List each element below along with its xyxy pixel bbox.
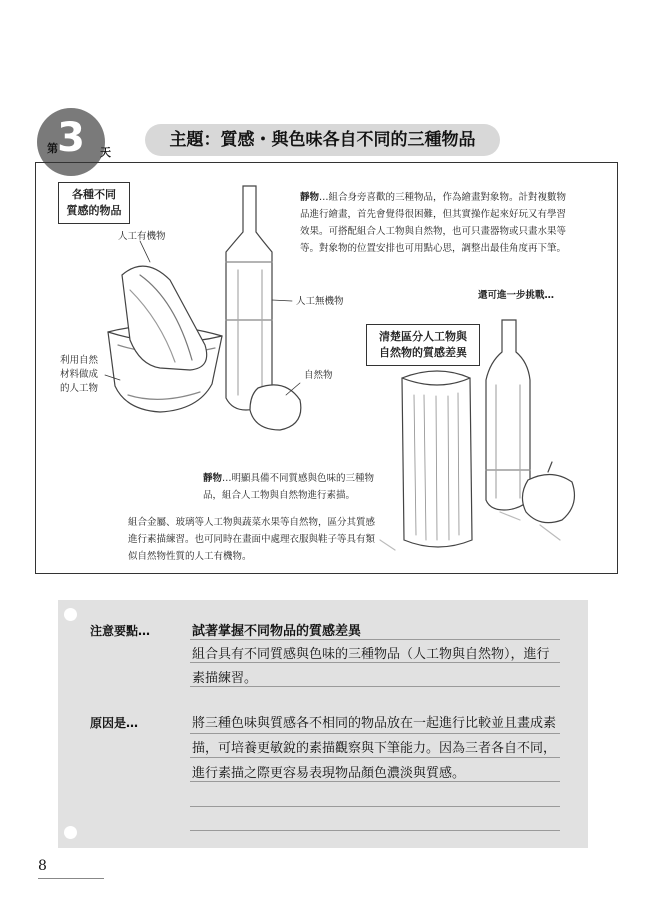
page-title: 主題：質感・與色味各自不同的三種物品 <box>169 130 476 150</box>
binder-hole <box>64 608 77 621</box>
rule <box>190 686 560 687</box>
rule <box>190 781 560 782</box>
right-group-label-text: 清楚區分人工物與 自然物的質感差異 <box>379 330 467 359</box>
still-life-term: 靜物 <box>300 192 320 203</box>
page-number-rule <box>38 878 104 879</box>
label-artificial-organic: 人工有機物 <box>118 231 166 242</box>
attention-label: 注意要點… <box>90 624 151 638</box>
rule <box>190 830 560 831</box>
further-challenge: 還可進一步挑戰… <box>478 290 555 301</box>
attention-line-1: 試著掌握不同物品的質感差異 <box>192 624 362 639</box>
reason-line-1: 將三種色味與質感各不相同的物品放在一起進行比較並且畫成素 <box>192 716 557 731</box>
day-prefix: 第 <box>47 142 58 155</box>
reason-line-3: 進行素描之際更容易表現物品顏色濃淡與質感。 <box>192 766 466 781</box>
label-natural: 自然物 <box>304 370 333 381</box>
reason-line-2: 描，可培養更敏銳的素描觀察與下筆能力。因為三者各自不同， <box>192 741 557 756</box>
rule <box>190 757 560 758</box>
binder-hole <box>64 826 77 839</box>
right-group-label <box>366 324 480 366</box>
label-natural-material: 利用自然 材料做成 的人工物 <box>60 355 99 394</box>
still-life-note <box>300 189 572 257</box>
page-number: 8 <box>38 858 47 874</box>
rule <box>190 806 560 807</box>
left-group-label-text: 各種不同 質感的物品 <box>66 188 122 217</box>
still-life-text: …組合身旁喜歡的三種物品，作為繪畫對象物。計對複數物品進行繪畫，首先會覺得很困難，但其實操作起來好玩又有學習效果。可搭配組合人工物與自然物，也可只畫器物或只畫水果等等。對象物的位置安排也可用點心思，調整出最佳角度再下筆。 <box>300 192 567 254</box>
attention-line-2: 組合具有不同質感與色味的三種物品（人工物與自然物），進行 <box>192 647 550 662</box>
label-artificial-inorganic: 人工無機物 <box>296 296 344 307</box>
day-number: 3 <box>57 115 85 161</box>
still-life-text-2: …明顯具備不同質感與色味的三種物品，組合人工物與自然物進行素描。 <box>203 473 375 501</box>
reason-label: 原因是… <box>90 716 139 730</box>
left-group-label <box>58 182 130 224</box>
rule <box>190 662 560 663</box>
still-life-term-2: 靜物 <box>203 473 223 484</box>
rule <box>190 733 560 734</box>
still-life-note-2 <box>203 470 383 504</box>
bottom-note: 組合金屬、玻璃等人工物與蔬菜水果等自然物，區分其質感進行素描練習。也可同時在畫面中處理衣服與鞋子等具有類似自然物性質的人工有機物。 <box>128 517 376 562</box>
attention-line-3: 素描練習。 <box>192 671 258 686</box>
day-suffix: 天 <box>100 146 111 159</box>
rule <box>190 639 560 640</box>
